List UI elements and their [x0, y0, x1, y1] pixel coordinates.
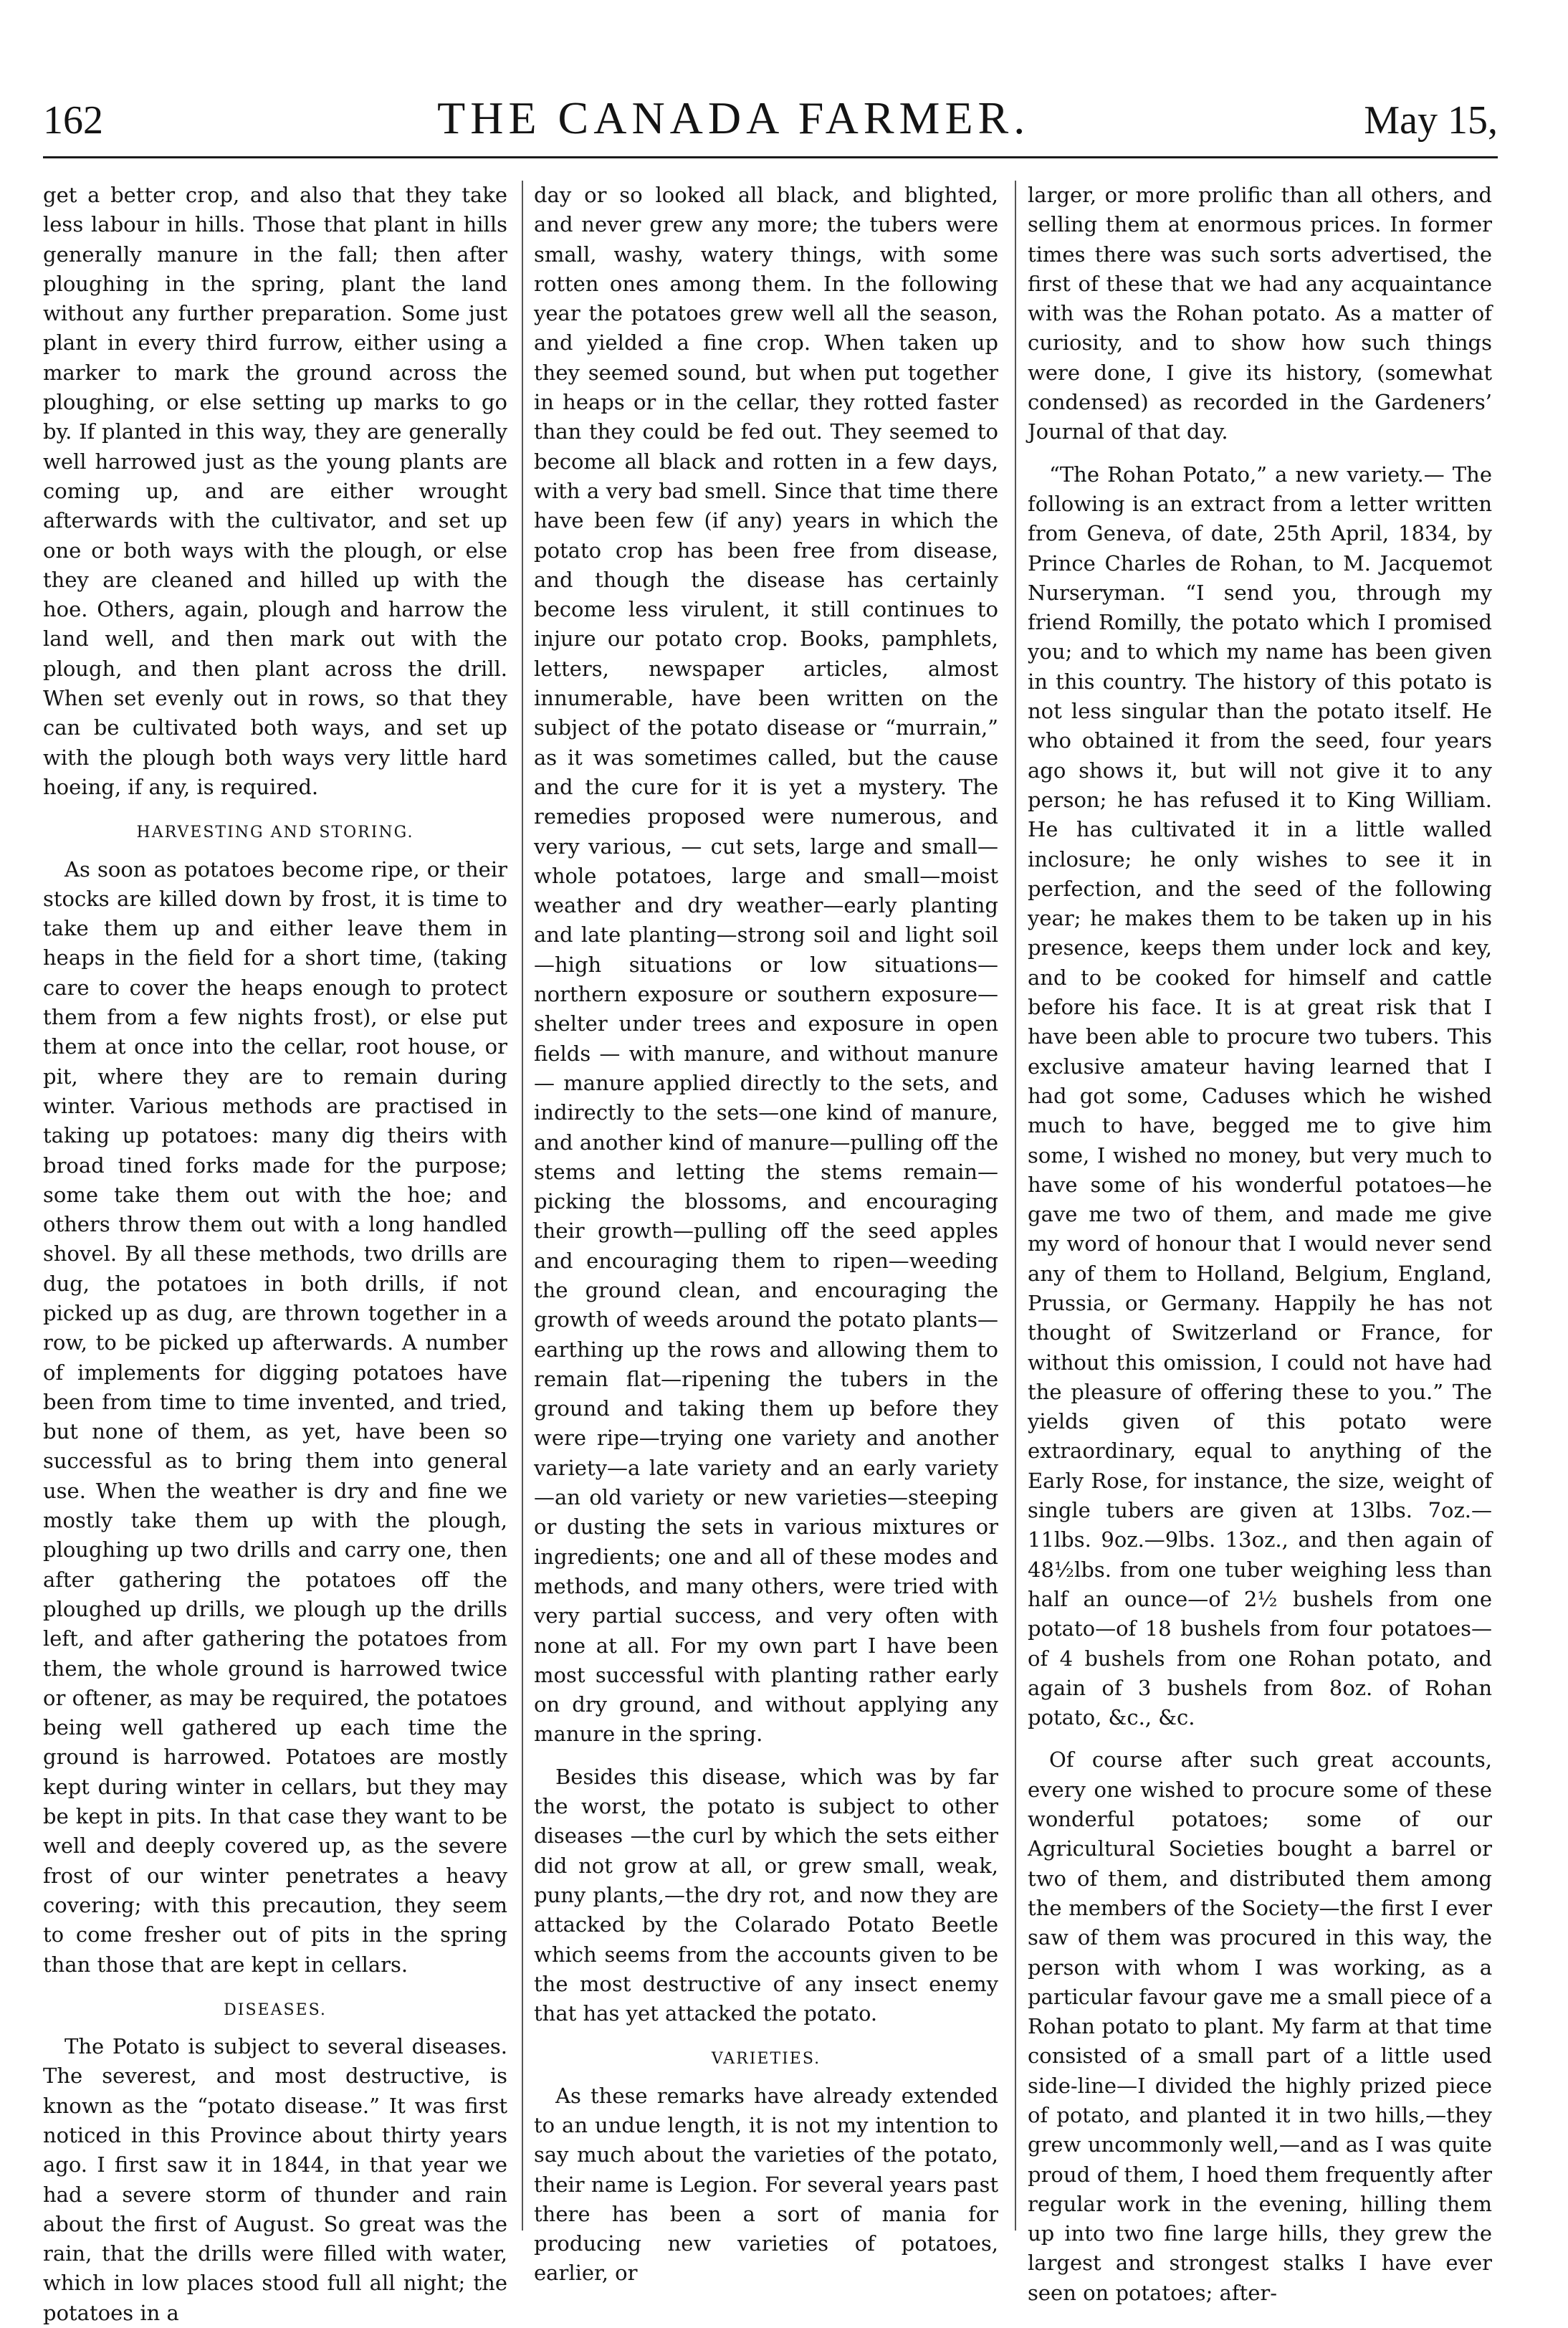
journal-title: THE CANADA FARMER. [437, 92, 1031, 143]
paragraph: larger, or more prolific than all others, and selling them at enormous prices. In former times there was such sorts advertised, the first of these that we had any acquaintance with was the Rohan potato. As a matter of curiosity, and to show how such things were done, I give its history, (somewhat condensed) as recorded in the Gardeners’ Journal of that day. [1028, 183, 1492, 444]
column-2 [534, 181, 998, 2286]
column-3 [1028, 181, 1492, 2305]
section-heading-diseases: DISEASES. [224, 2000, 327, 2019]
column-1 [43, 181, 507, 2325]
column-divider [1015, 181, 1016, 2231]
section-heading-varieties: VARIETIES. [711, 2050, 821, 2069]
paragraph: “The Rohan Potato,” a new variety.— The following is an extract from a letter written from Geneva, of date, 25th April, 1834, by Prince Charles de Rohan, to M. Jacquemot Nurseryman. “I send you, through my friend Romilly, the potato which I promised you; and to which my name has been given in this country. The history of this potato is not less singular than the potato itself. He who obtained it from the seed, four years ago shows it, but will not give it to any person; he has refused it to King William. He has cultivated it in a little walled inclosure; he only wishes to see it in perfection, and the seed of the following year; he makes them to be taken up in his presence, keeps them under lock and key, and to be cooked for himself and cattle before his face. It is at great risk that I have been able to procure two tubers. This exclusive amateur having learned that I had got some, Caduses which he wished much to have, begged me to give him some, I wished no money, but very much to have some of his wonderful potatoes—he gave me two of them, and made me give my word of honour that I would never send any of them to Holland, Belgium, England, Prussia, or Germany. Happily he has not thought of Switzerland or France, for without this omission, I could not have had the pleasure of offering these to you.” The yields given of this potato were extraordinary, equal to anything of the Early Rose, for instance, the size, weight of single tubers are given at 13lbs. 7oz.—11lbs. 9oz.—9lbs. 13oz., and then again of 48½lbs. from one tuber weighing less than half an ounce—of 2½ bushels from one potato—of 18 bushels from four potatoes—of 4 bushels from one Rohan potato, and again of 3 bushels from 8oz. of Rohan potato, &c., &c. [1028, 462, 1492, 1730]
paragraph: get a better crop, and also that they take less labour in hills. Those that plant in hills generally manure in the fall; then after ploughing in the spring, plant the land without any further preparation. Some just plant in every third furrow, either using a marker to mark the ground across the ploughing, or else setting up marks to go by. If planted in this way, they are generally well harrowed just as the young plants are coming up, and are either wrought afterwards with the cultivator, and set up one or both ways with the plough, or else they are cleaned and hilled up with the hoe. Others, again, plough and harrow the land well, and then mark out with the plough, and then plant across the drill. When set evenly out in rows, so that they can be cultivated both ways, and set up with the plough both ways very little hard hoeing, if any, is required. [43, 183, 507, 799]
section-heading-harvesting: HARVESTING AND STORING. [136, 824, 414, 842]
paragraph: Besides this disease, which was by far the worst, the potato is subject to other diseases —the curl by which the sets either did not grow at all, or grew small, weak, puny plants,—the dry rot, and now they are attacked by the Colarado Potato Beetle which seems from the accounts given to be the most destructive of any insect enemy that has yet attacked the potato. [534, 1764, 998, 2026]
paragraph: Of course after such great accounts, every one wished to procure some of these wonderful potatoes; some of our Agricultural Societies bought a barrel or two of them, and distributed them among the members of the Society—the first I ever saw of them was procured in this way, the person with whom I was working, as a particular favour gave me a small piece of a Rohan potato to plant. My farm at that time consisted of a small part of a little used side-line—I divided the highly prized piece of potato, and planted it in two hills,—they grew uncommonly well,—and as I was quite proud of them, I hoed them frequently after regular work in the evening, hilling them up into two fine large hills, they grew the largest and strongest stalks I have ever seen on potatoes; after- [1028, 1747, 1492, 2305]
paragraph: The Potato is subject to several diseases. The severest, and most destructive, is known as the “potato disease.” It was first noticed in this Province about thirty years ago. I first saw it in 1844, in that year we had a severe storm of thunder and rain about the first of August. So great was the rain, that the drills were filled with water, which in low places stood full all night; the potatoes in a [43, 2034, 507, 2325]
paragraph: day or so looked all black, and blighted, and never grew any more; the tubers were small, washy, watery things, with some rotten ones among them. In the following year the potatoes grew well all the season, and yielded a fine crop. When taken up they seemed sound, but when put together in heaps or in the cellar, they rotted faster than they could be fed out. They seemed to become all black and rotten in a few days, with a very bad smell. Since that time there have been few (if any) years in which the potato crop has been free from disease, and though the disease has certainly become less virulent, it still continues to injure our potato crop. Books, pamphlets, letters, newspaper articles, almost innumerable, have been written on the subject of the potato disease or “murrain,” as it was sometimes called, but the cause and the cure for it is yet a mystery. The remedies proposed were numerous, and very various, — cut sets, large and small—whole potatoes, large and small—moist weather and dry weather—early planting and late planting—strong soil and light soil—high situations or low situations—northern exposure or southern exposure—shelter under trees and exposure in open fields — with manure, and without manure — manure applied directly to the sets, and indirectly to the sets—one kind of manure, and another kind of manure—pulling off the stems and letting the stems remain—picking the blossoms, and encouraging their growth—pulling off the seed apples and encouraging them to ripen—weeding the ground clean, and encouraging the growth of weeds around the potato plants—earthing up the rows and allowing them to remain flat—ripening the tubers in the ground and taking them up before they were ripe—trying one variety and another variety—a late variety and an early variety—an old variety or new varieties—steeping or dusting the sets in various mixtures or ingredients; one and all of these modes and methods, and many others, were tried with very partial success, and very often with none at all. For my own part I have been most successful with planting rather early on dry ground, and without applying any manure in the spring. [534, 183, 998, 1747]
page-number: 162 [43, 98, 103, 143]
paragraph: As these remarks have already extended to an undue length, it is not my intention to say much about the varieties of the potato, their name is Legion. For several years past there has been a sort of mania for producing new varieties of potatoes, earlier, or [534, 2083, 998, 2286]
issue-date: May 15, [1364, 98, 1498, 143]
page-header [43, 92, 1498, 158]
paragraph: As soon as potatoes become ripe, or their stocks are killed down by frost, it is time to take them up and either leave them in heaps in the field for a short time, (taking care to cover the heaps enough to protect them from a few nights frost), or else put them at once into the cellar, root house, or pit, where they are to remain during winter. Various methods are practised in taking up potatoes: many dig theirs with broad tined forks made for the purpose; some take them out with the hoe; and others throw them out with a long handled shovel. By all these methods, two drills are dug, the potatoes in both drills, if not picked up as dug, are thrown together in a row, to be picked up afterwards. A number of implements for digging potatoes have been from time to time invented, and tried, but none of them, as yet, have been so successful as to bring them into general use. When the weather is dry and fine we mostly take them up with the plough, ploughing up two drills and carry one, then after gathering the potatoes off the ploughed up drills, we plough up the drills left, and after gathering the potatoes from them, the whole ground is harrowed twice or oftener, as may be required, the potatoes being well gathered up each time the ground is harrowed. Potatoes are mostly kept during winter in cellars, but they may be kept in pits. In that case they want to be well and deeply covered up, as the severe frost of our winter penetrates a heavy covering; with this precaution, they seem to come fresher out of pits in the spring than those that are kept in cellars. [43, 857, 507, 1977]
column-divider [522, 181, 523, 2231]
